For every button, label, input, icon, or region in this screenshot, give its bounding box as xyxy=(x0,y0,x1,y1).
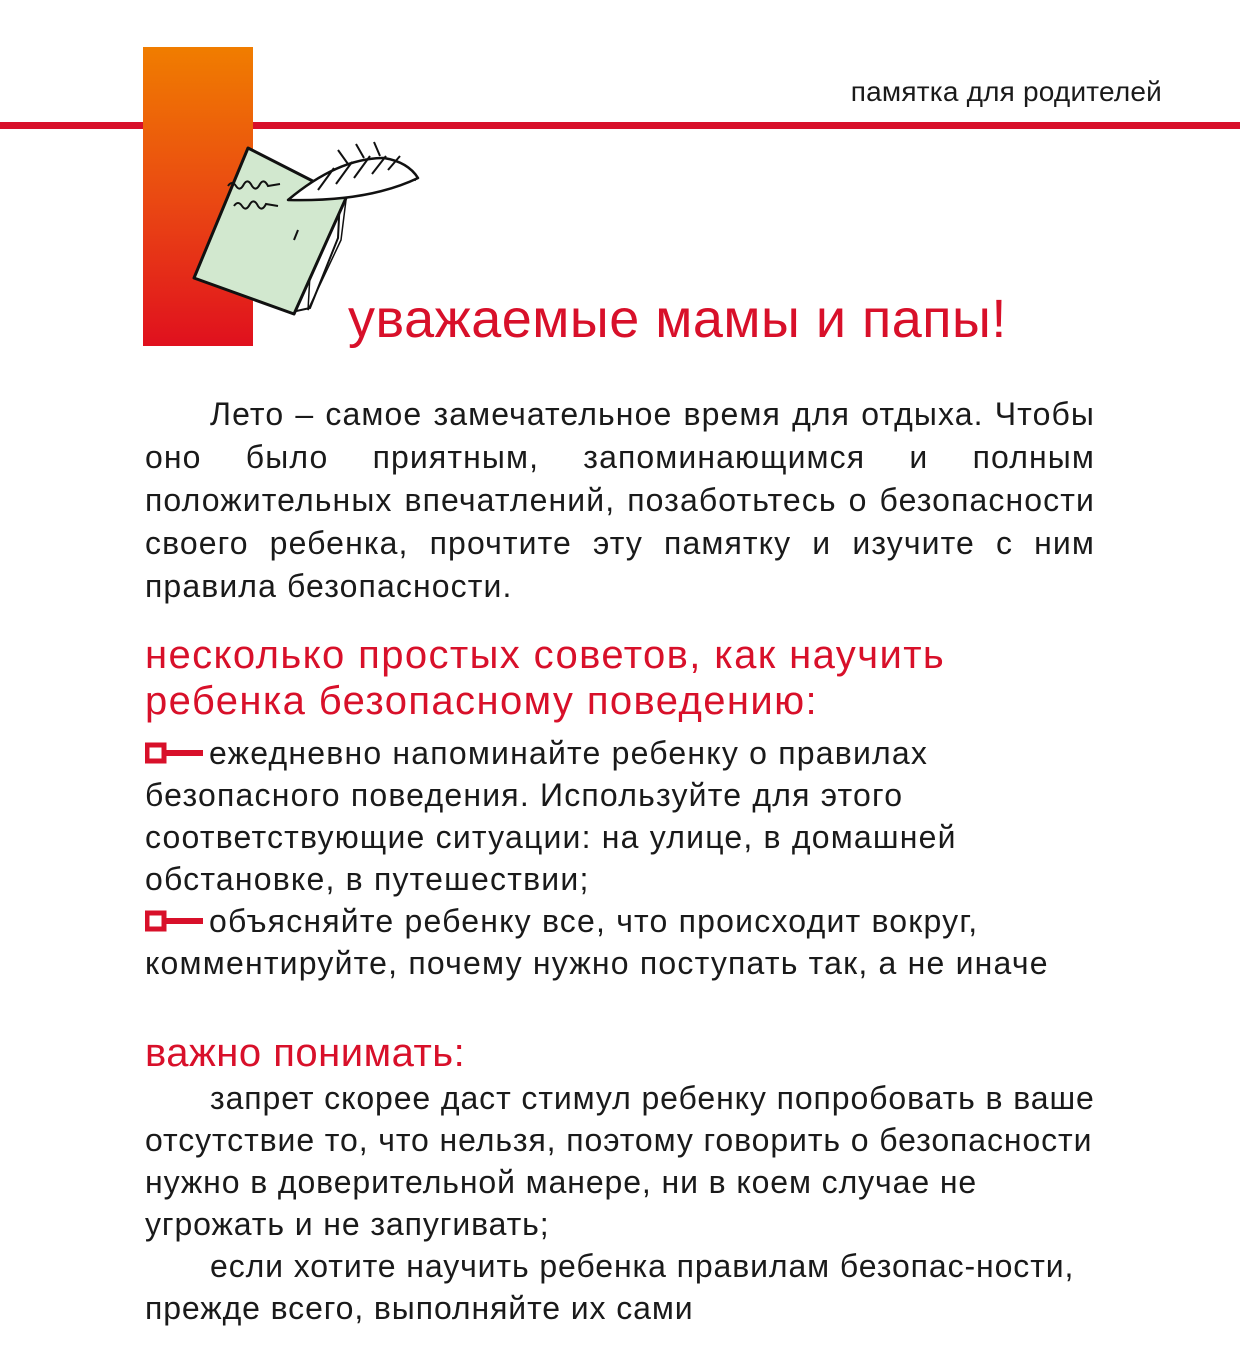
document-header-label: памятка для родителей xyxy=(850,76,1162,107)
tip-text: ежедневно напоминайте ребенку о правилах безопасного поведения. Используйте для этого соответствующие ситуации: на улице, в домашней обстановке, в путешествии; xyxy=(145,735,957,897)
important-paragraph: запрет скорее даст стимул ребенку попробовать в ваше отсутствие то, что нельзя, поэтому говорить о безопасности нужно в доверительной манере, ни в коем случае не угрожать и не запугивать; xyxy=(145,1080,1095,1242)
tip-item xyxy=(145,732,1095,900)
page-title: уважаемые мамы и папы! xyxy=(348,289,1007,349)
tips-heading: несколько простых советов, как научить ребенка безопасному поведению: xyxy=(145,633,946,723)
key-bullet-icon xyxy=(145,910,205,932)
tip-text: объясняйте ребенку все, что происходит вокруг, комментируйте, почему нужно поступать так, а не иначе xyxy=(145,903,1049,981)
intro-paragraph: Лето – самое замечательное время для отдыха. Чтобы оно было приятным, запоминающимся и полным положительных впечатлений, позаботьтесь о безопасности своего ребенка, прочтите эту памятку и изучите с ним правила безопасности. xyxy=(145,396,1095,604)
important-heading: важно понимать: xyxy=(145,1031,466,1075)
important-paragraph: если хотите научить ребенка правилам безопас-ности, прежде всего, выполняйте их сами xyxy=(145,1248,1075,1326)
tip-item xyxy=(145,900,1095,984)
key-bullet-icon xyxy=(145,742,205,764)
